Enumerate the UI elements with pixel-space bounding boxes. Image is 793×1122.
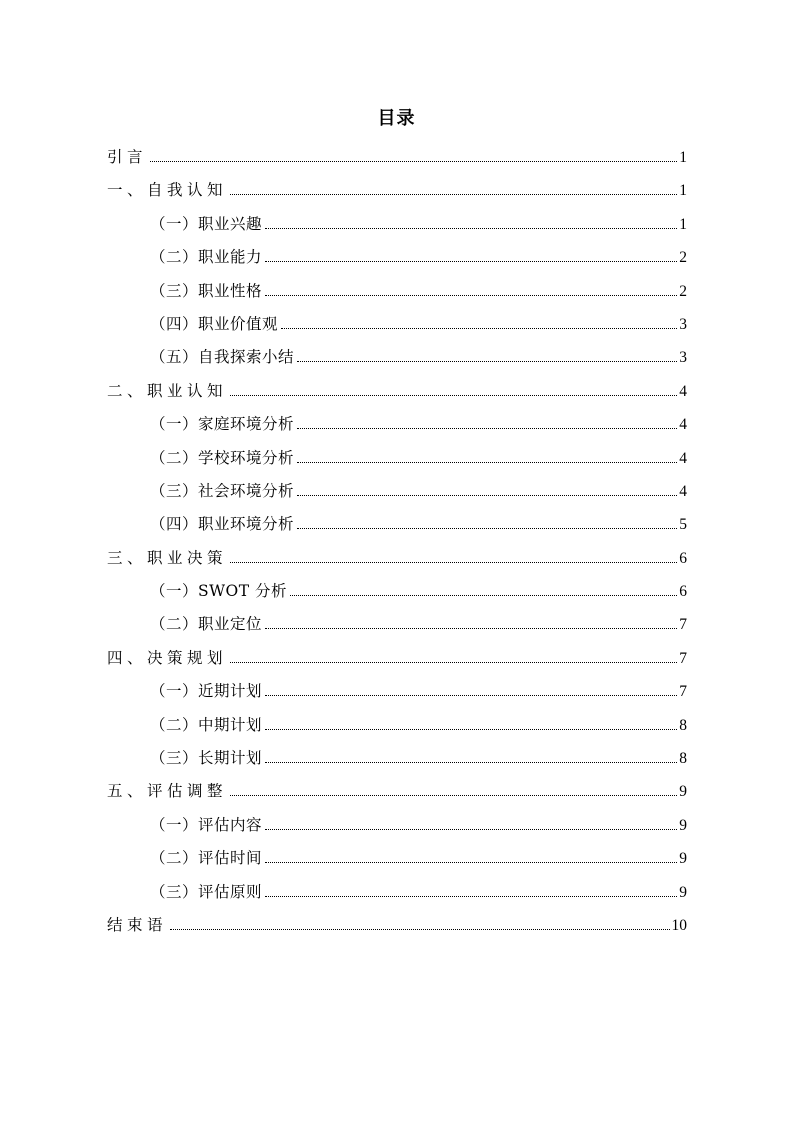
toc-entry-page-number: 1 [679,182,687,200]
dot-leader [297,428,677,429]
toc-entry-label: （四）职业环境分析 [150,515,295,534]
toc-entry-page-number: 1 [679,149,687,166]
toc-entry-page-number: 7 [679,616,687,634]
dot-leader [265,295,677,296]
toc-entry[interactable] [107,746,687,779]
toc-entry[interactable] [107,279,687,312]
toc-entry[interactable] [107,880,687,913]
toc-entry-page-number: 1 [679,215,687,233]
dot-leader [230,395,677,396]
toc-entry-page-number: 9 [679,816,687,834]
dot-leader [265,261,677,262]
toc-entry[interactable] [107,379,687,412]
toc-entry-label: （二）评估时间 [150,849,263,868]
toc-entry-label: （一）家庭环境分析 [150,415,295,434]
toc-entry-page-number: 6 [679,583,687,601]
toc-entry-label: （三）长期计划 [150,749,263,768]
toc-entry-label: 引言 [107,148,148,166]
toc-entry[interactable] [107,913,687,946]
toc-entry-label: （五）自我探索小结 [150,348,295,367]
toc-entry-page-number: 2 [679,282,687,300]
toc-entry-label: 五、评估调整 [107,782,228,801]
toc-entry-page-number: 6 [679,549,687,567]
dot-leader [170,929,669,930]
dot-leader [265,862,677,863]
toc-entry-label: （一）SWOT 分析 [150,582,288,601]
dot-leader [265,896,677,897]
toc-entry-page-number: 7 [679,649,687,667]
toc-entry-page-number: 10 [671,916,687,934]
dot-leader [150,161,677,162]
toc-entry-label: 结束语 [107,915,168,934]
toc-entry[interactable] [107,178,687,211]
toc-entry[interactable] [107,145,687,178]
toc-entry-label: （三）职业性格 [150,281,263,300]
dot-leader [265,628,677,629]
toc-entry[interactable] [107,212,687,245]
dot-leader [297,462,677,463]
dot-leader [265,762,677,763]
dot-leader [297,495,677,496]
toc-entry[interactable] [107,579,687,612]
toc-entry[interactable] [107,412,687,445]
toc-entry-label: （三）社会环境分析 [150,481,295,500]
dot-leader [230,662,677,663]
toc-entry-page-number: 4 [679,382,687,400]
toc-entry-label: （二）职业能力 [150,248,263,267]
dot-leader [281,328,677,329]
toc-entry[interactable] [107,546,687,579]
toc-entry-page-number: 9 [679,850,687,868]
toc-entry[interactable] [107,846,687,879]
toc-entry-page-number: 8 [679,750,687,768]
toc-entry-label: （二）学校环境分析 [150,448,295,467]
toc-entry-label: 一、自我认知 [107,181,228,200]
toc-entry-label: 三、职业决策 [107,548,228,567]
toc-entry[interactable] [107,512,687,545]
toc-entry-label: （一）评估内容 [150,815,263,834]
dot-leader [230,194,677,195]
toc-entry[interactable] [107,713,687,746]
toc-title: 目录 [377,108,416,129]
toc-entry-page-number: 3 [679,349,687,367]
toc-entry-page-number: 9 [679,783,687,801]
dot-leader [265,729,677,730]
toc-entry-page-number: 5 [679,516,687,534]
toc-entry[interactable] [107,646,687,679]
toc-entry-page-number: 7 [679,683,687,701]
toc-entry-page-number: 3 [679,315,687,333]
toc-entry[interactable] [107,612,687,645]
toc-entry-label: 四、决策规划 [107,648,228,667]
dot-leader [290,595,677,596]
dot-leader [297,361,677,362]
toc-entry-label: （三）评估原则 [150,882,263,901]
toc-entry[interactable] [107,345,687,378]
toc-entry[interactable] [107,679,687,712]
dot-leader [265,829,677,830]
toc-entry[interactable] [107,779,687,812]
toc-entry-label: （二）职业定位 [150,615,263,634]
table-of-contents [107,145,687,946]
dot-leader [297,528,677,529]
toc-entry-page-number: 4 [679,416,687,434]
dot-leader [230,795,677,796]
toc-entry[interactable] [107,245,687,278]
dot-leader [265,228,677,229]
toc-entry-label: （四）职业价值观 [150,314,279,333]
toc-entry-page-number: 9 [679,883,687,901]
toc-entry[interactable] [107,446,687,479]
toc-entry-page-number: 4 [679,449,687,467]
toc-entry-label: （二）中期计划 [150,715,263,734]
dot-leader [230,562,677,563]
toc-entry-page-number: 8 [679,716,687,734]
toc-entry[interactable] [107,312,687,345]
toc-entry[interactable] [107,479,687,512]
dot-leader [265,695,677,696]
toc-entry-page-number: 4 [679,482,687,500]
toc-entry-label: （一）近期计划 [150,682,263,701]
toc-entry-label: （一）职业兴趣 [150,214,263,233]
toc-entry[interactable] [107,813,687,846]
toc-entry-page-number: 2 [679,249,687,267]
toc-entry-label: 二、职业认知 [107,381,228,400]
